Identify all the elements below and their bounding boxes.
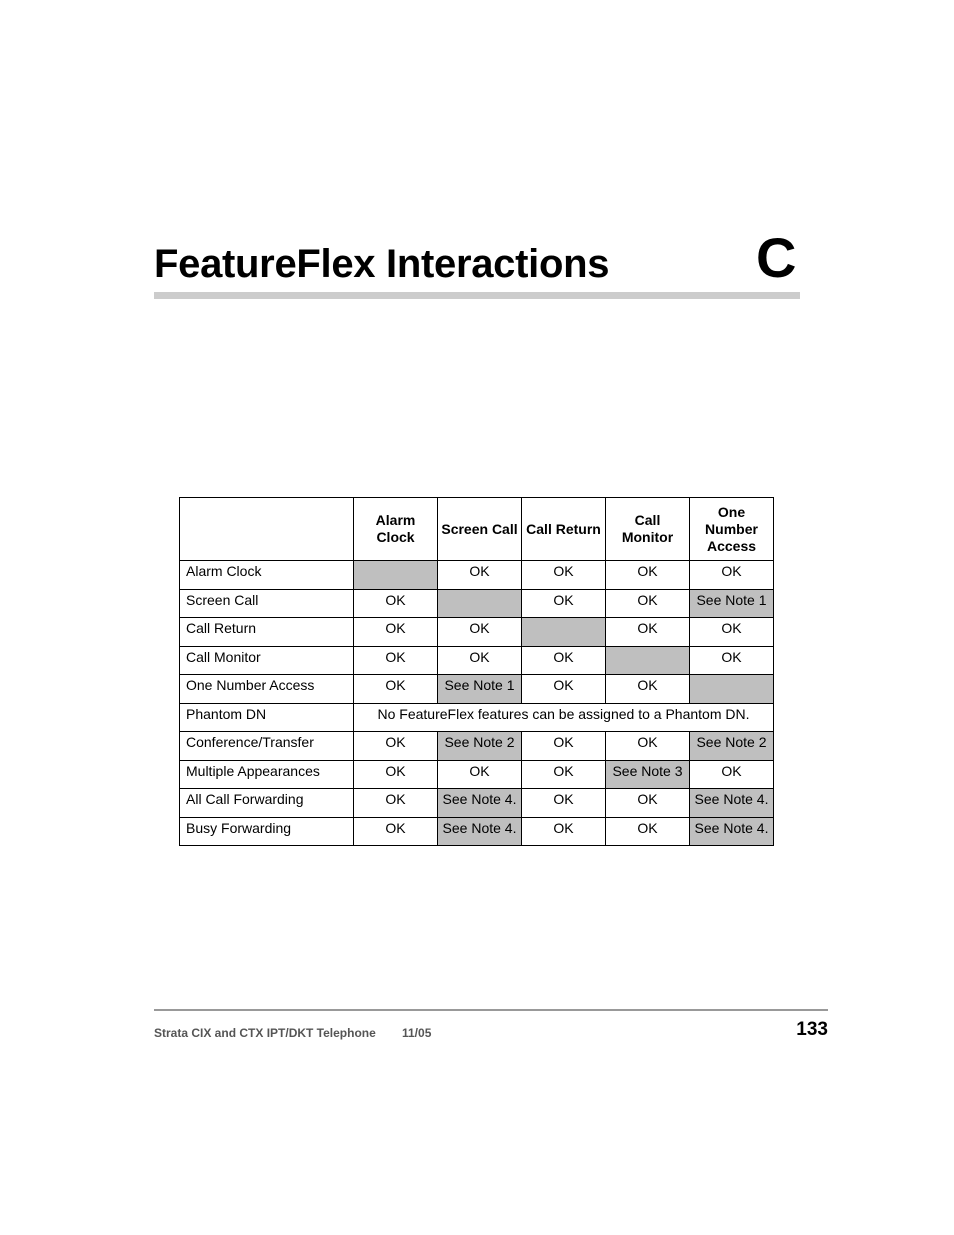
table-cell: See Note 3 <box>606 760 690 789</box>
table-cell: OK <box>354 589 438 618</box>
table-cell: OK <box>354 732 438 761</box>
table-cell: OK <box>522 589 606 618</box>
table-cell: OK <box>606 817 690 846</box>
footer-date: 11/05 <box>402 1026 432 1040</box>
column-header: Call Monitor <box>606 498 690 561</box>
table-row <box>180 760 774 789</box>
row-label: Call Monitor <box>180 646 354 675</box>
table-cell: OK <box>354 760 438 789</box>
table-row <box>180 817 774 846</box>
row-label: Phantom DN <box>180 703 354 732</box>
table-row <box>180 789 774 818</box>
footer-product: Strata CIX and CTX IPT/DKT Telephone <box>154 1026 376 1040</box>
table-cell: OK <box>690 760 774 789</box>
table-body <box>180 561 774 846</box>
table-cell: OK <box>606 675 690 704</box>
table-cell: See Note 4. <box>690 789 774 818</box>
row-label: One Number Access <box>180 675 354 704</box>
featureflex-interactions-table <box>179 497 774 846</box>
table-cell: OK <box>606 589 690 618</box>
table-cell: See Note 4. <box>438 817 522 846</box>
table-cell: OK <box>606 732 690 761</box>
row-label: Busy Forwarding <box>180 817 354 846</box>
table-cell: OK <box>438 561 522 590</box>
table-cell: OK <box>354 618 438 647</box>
table-cell: OK <box>606 561 690 590</box>
table-cell: See Note 4. <box>438 789 522 818</box>
table-cell: See Note 1 <box>438 675 522 704</box>
table-cell: See Note 4. <box>690 817 774 846</box>
chapter-letter: C <box>756 226 797 289</box>
table-cell: OK <box>354 789 438 818</box>
column-header: Call Return <box>522 498 606 561</box>
footer-rule <box>154 1009 828 1011</box>
table-header <box>180 498 774 561</box>
column-header: Screen Call <box>438 498 522 561</box>
row-label: All Call Forwarding <box>180 789 354 818</box>
table-cell: OK <box>690 561 774 590</box>
table-cell: See Note 1 <box>690 589 774 618</box>
table-row <box>180 618 774 647</box>
header-row <box>180 498 774 561</box>
table-cell <box>354 561 438 590</box>
table-row <box>180 703 774 732</box>
table-cell: OK <box>354 646 438 675</box>
table-cell <box>522 618 606 647</box>
row-label: Conference/Transfer <box>180 732 354 761</box>
row-label: Alarm Clock <box>180 561 354 590</box>
page-number: 133 <box>796 1019 828 1040</box>
table-cell: OK <box>354 675 438 704</box>
table-cell: OK <box>522 561 606 590</box>
table-cell: OK <box>690 646 774 675</box>
column-header: Alarm Clock <box>354 498 438 561</box>
table-cell: OK <box>522 817 606 846</box>
chapter-title: FeatureFlex Interactions <box>154 242 610 286</box>
table-cell: OK <box>354 817 438 846</box>
table-row <box>180 646 774 675</box>
table-cell: See Note 2 <box>690 732 774 761</box>
column-header: One Number Access <box>690 498 774 561</box>
table-cell: OK <box>522 760 606 789</box>
title-rule <box>154 292 800 299</box>
table-cell <box>690 675 774 704</box>
table-cell <box>438 589 522 618</box>
table-row <box>180 732 774 761</box>
table-cell: OK <box>438 618 522 647</box>
table-row <box>180 675 774 704</box>
table-cell: OK <box>522 732 606 761</box>
table-cell: OK <box>522 646 606 675</box>
table-cell: See Note 2 <box>438 732 522 761</box>
row-label: Screen Call <box>180 589 354 618</box>
header-corner <box>180 498 354 561</box>
table-cell: OK <box>438 646 522 675</box>
table-cell: OK <box>522 675 606 704</box>
table-cell: OK <box>690 618 774 647</box>
table-cell: OK <box>522 789 606 818</box>
row-label: Multiple Appearances <box>180 760 354 789</box>
table-cell: OK <box>606 789 690 818</box>
table-row <box>180 561 774 590</box>
row-note: No FeatureFlex features can be assigned to a Phantom DN. <box>354 703 774 732</box>
table-cell <box>606 646 690 675</box>
table-cell: OK <box>438 760 522 789</box>
row-label: Call Return <box>180 618 354 647</box>
table-row <box>180 589 774 618</box>
table-cell: OK <box>606 618 690 647</box>
